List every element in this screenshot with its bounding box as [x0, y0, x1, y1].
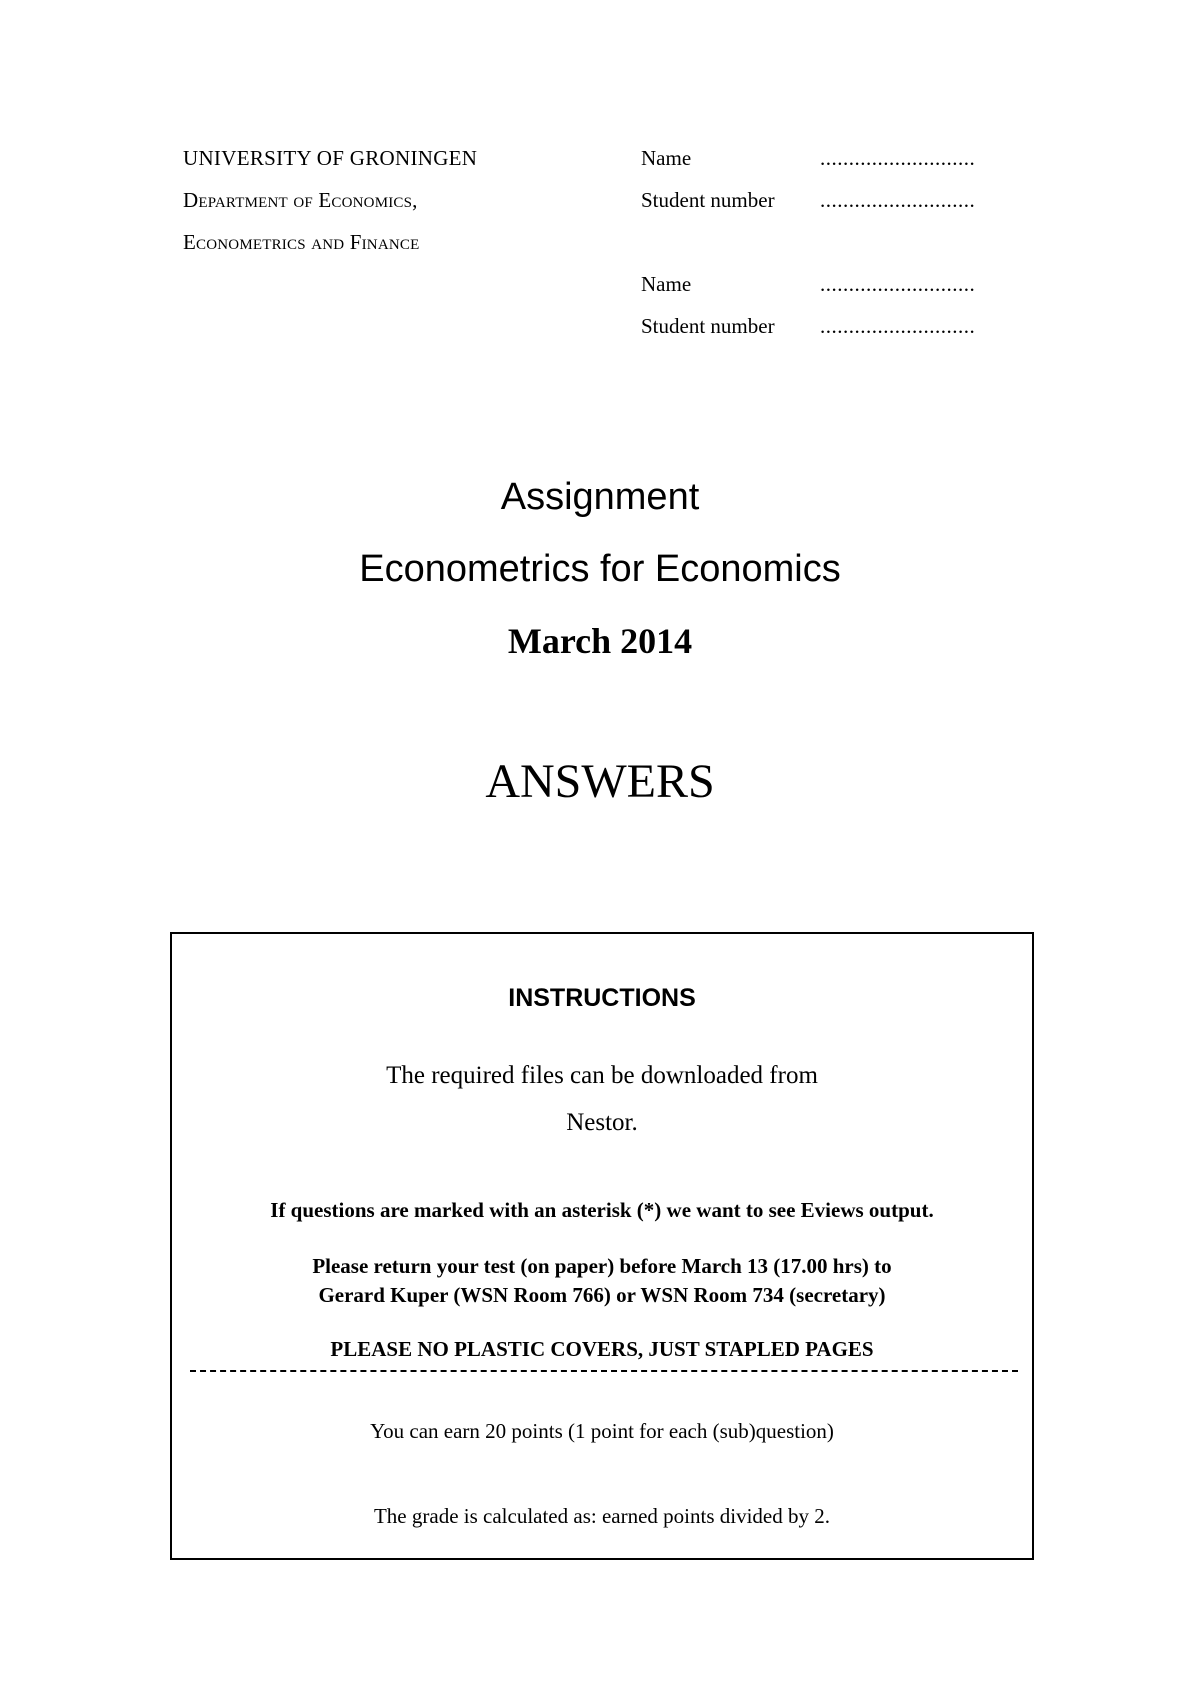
- grade-note: The grade is calculated as: earned points divided by 2.: [373, 1504, 830, 1528]
- student-number-field-2[interactable]: ...........................: [820, 314, 976, 338]
- assignment-title: Assignment: [500, 476, 700, 518]
- plastic-covers-note: PLEASE NO PLASTIC COVERS, JUST STAPLED PAGES: [330, 1337, 874, 1361]
- student-number-label-1: Student number: [641, 188, 775, 212]
- name-field-2[interactable]: ...........................: [820, 272, 976, 296]
- download-text-line-1: The required files can be downloaded from: [386, 1062, 818, 1089]
- student-number-label-2: Student number: [641, 314, 775, 338]
- name-label-1: Name: [641, 146, 692, 170]
- course-title: Econometrics for Economics: [359, 548, 841, 590]
- student-number-field-1[interactable]: ...........................: [820, 188, 976, 212]
- university-name: UNIVERSITY OF GRONINGEN: [183, 146, 478, 170]
- instructions-box: [170, 932, 1034, 1560]
- department-line-2: Econometrics and Finance: [183, 230, 420, 254]
- name-field-1[interactable]: ...........................: [820, 146, 976, 170]
- answers-title: ANSWERS: [485, 755, 715, 808]
- date-title: March 2014: [507, 621, 693, 661]
- name-label-2: Name: [641, 272, 692, 296]
- asterisk-note: If questions are marked with an asterisk (*) we want to see Eviews output.: [270, 1198, 934, 1222]
- download-text-line-2: Nestor.: [566, 1109, 638, 1136]
- instructions-heading: INSTRUCTIONS: [508, 984, 696, 1012]
- return-note-line-2: Gerard Kuper (WSN Room 766) or WSN Room 734 (secretary): [318, 1283, 886, 1307]
- department-line-1: Department of Economics,: [183, 188, 418, 212]
- dashed-divider: [190, 1370, 1018, 1372]
- points-note: You can earn 20 points (1 point for each (sub)question): [370, 1419, 834, 1443]
- return-note-line-1: Please return your test (on paper) before March 13 (17.00 hrs) to: [312, 1254, 892, 1278]
